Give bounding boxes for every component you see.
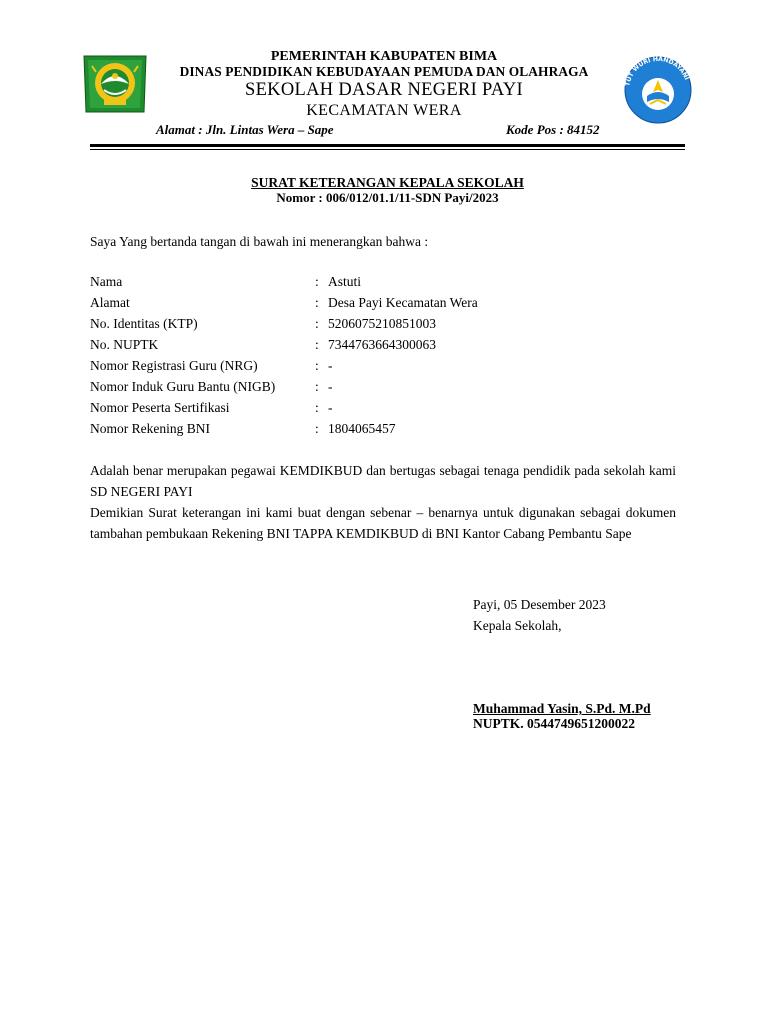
field-row-alamat bbox=[90, 292, 590, 313]
field-label: Alamat bbox=[90, 295, 130, 310]
header-department: DINAS PENDIDIKAN KEBUDAYAAN PEMUDA DAN OLAHRAGA bbox=[179, 64, 589, 79]
field-value: - bbox=[328, 400, 333, 415]
letter-title: SURAT KETERANGAN KEPALA SEKOLAH bbox=[251, 175, 524, 190]
field-colon: : bbox=[315, 295, 319, 310]
signature-role: Kepala Sekolah, bbox=[473, 618, 562, 633]
field-value: - bbox=[328, 379, 333, 394]
field-label: No. NUPTK bbox=[90, 337, 159, 352]
field-colon: : bbox=[315, 421, 319, 436]
field-row-nuptk bbox=[90, 334, 590, 355]
header-rule-thin bbox=[90, 149, 685, 150]
header-rule-thick bbox=[90, 144, 685, 147]
field-row-sertifikasi bbox=[90, 397, 590, 418]
header-government: PEMERINTAH KABUPATEN BIMA bbox=[270, 49, 498, 64]
header-district: KECAMATAN WERA bbox=[306, 102, 462, 119]
field-row-nrg bbox=[90, 355, 590, 376]
field-value: Desa Payi Kecamatan Wera bbox=[328, 295, 478, 310]
field-value: 7344763664300063 bbox=[328, 337, 436, 352]
field-value: Astuti bbox=[328, 274, 362, 289]
field-value: 1804065457 bbox=[328, 421, 396, 436]
statement-paragraph: Adalah benar merupakan pegawai KEMDIKBUD dan bertugas sebagai tenaga pendidik pada sekolah kami SD NEGERI PAYI bbox=[90, 463, 676, 499]
signatory-name: Muhammad Yasin, S.Pd. M.Pd bbox=[473, 701, 651, 716]
svg-text:TUT WURI HANDAYANI: TUT WURI HANDAYANI bbox=[624, 55, 690, 87]
field-label: Nomor Registrasi Guru (NRG) bbox=[90, 358, 258, 373]
header-address: Alamat : Jln. Lintas Wera – Sape bbox=[156, 122, 334, 137]
field-row-rekening bbox=[90, 418, 590, 439]
field-colon: : bbox=[315, 379, 319, 394]
tut-wuri-handayani-logo-icon bbox=[619, 54, 697, 124]
letter-number: Nomor : 006/012/01.1/11-SDN Payi/2023 bbox=[276, 190, 499, 205]
identity-fields bbox=[90, 271, 590, 439]
field-row-nama bbox=[90, 271, 590, 292]
field-value: 5206075210851003 bbox=[328, 316, 436, 331]
signature-place-date: Payi, 05 Desember 2023 bbox=[473, 597, 606, 612]
field-label: Nomor Rekening BNI bbox=[90, 421, 210, 436]
header-school-name: SEKOLAH DASAR NEGERI PAYI bbox=[244, 80, 523, 100]
field-value: - bbox=[328, 358, 333, 373]
header-postcode: Kode Pos : 84152 bbox=[506, 122, 600, 137]
field-colon: : bbox=[315, 400, 319, 415]
intro-text: Saya Yang bertanda tangan di bawah ini menerangkan bahwa : bbox=[90, 234, 429, 249]
field-colon: : bbox=[315, 316, 319, 331]
purpose-paragraph: Demikian Surat keterangan ini kami buat dengan sebenar – benarnya untuk digunakan sebagai dokumen tambahan pembukaan Rekening BNI TAPPA KEMDIKBUD di BNI Kantor Cabang Pembantu Sape bbox=[90, 505, 676, 541]
signatory-nuptk: NUPTK. 0544749651200022 bbox=[473, 716, 635, 731]
field-label: No. Identitas (KTP) bbox=[90, 316, 198, 331]
field-label: Nomor Peserta Sertifikasi bbox=[90, 400, 230, 415]
field-label: Nama bbox=[90, 274, 123, 289]
field-colon: : bbox=[315, 337, 319, 352]
kabupaten-bima-logo-icon bbox=[82, 54, 148, 114]
field-row-ktp bbox=[90, 313, 590, 334]
field-colon: : bbox=[315, 358, 319, 373]
field-row-nigb bbox=[90, 376, 590, 397]
field-colon: : bbox=[315, 274, 319, 289]
field-label: Nomor Induk Guru Bantu (NIGB) bbox=[90, 379, 276, 394]
